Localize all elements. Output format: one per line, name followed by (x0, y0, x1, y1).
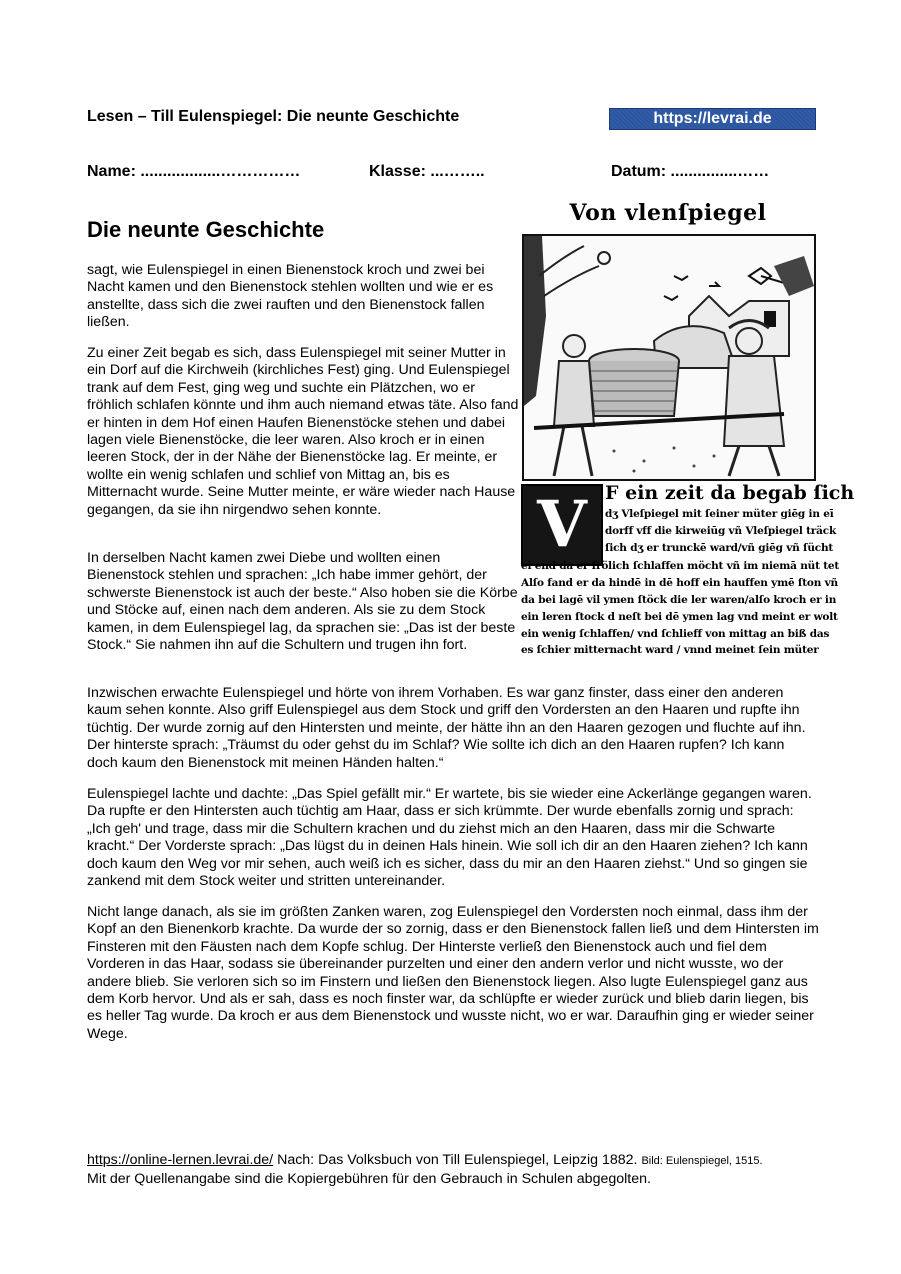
intro-paragraph (87, 262, 519, 332)
klasse-field: Klasse: ...…….. (369, 163, 485, 180)
paragraph-5-text: Nicht lange danach, als sie im größten Zanken waren, zog Eulenspiegel den Vordersten noch einmal, dass ihm der Kopf an den Bienenkorb krachte. Da wurde der so zornig, dass er den Bienenstock fallen ließ und dem Hintersten im Finsteren mit den Fäusten nach dem Kopfe schlug. Der Hinterste verließ den Bienenstock auch und fiel dem Vorderen in das Haar, sodass sie übereinander purzelten und einer den andern verlor und nicht wusste, wo der andere blieb. Sie verloren sich so im Finstern und ließen den Bienenstock liegen. Also lugte Eulenspiegel ganz aus dem Korb hervor. Und als er sah, dass es noch finster war, da schlüpfte er wieder zurück und blieb darin liegen, bis es heller Tag wurde. Da kroch er aus dem Bienenstock und wusste nicht, wo er war. Daraufhin ging er wieder seiner Wege. (87, 904, 819, 1042)
copyright-note: Mit der Quellenangabe sind die Kopiergebühren für den Gebrauch in Schulen abgegolten. (87, 1171, 651, 1187)
woodcut-title: Von vlenſpiegel (569, 200, 767, 226)
blackletter-line: dorff vff die kirweiūg vñ Vleſpiegel träck (605, 525, 837, 537)
worksheet-title: Lesen – Till Eulenspiegel: Die neunte Geschichte (87, 108, 460, 125)
blackletter-line: da bei lagē vil ymen ſtöck die ler waren/alſo kroch er in (521, 594, 837, 606)
datum-field: Datum: ...............…… (611, 163, 770, 180)
blackletter-text-block (519, 482, 855, 656)
blackletter-line: ein leren ſtock d neſt bei dē ymen lag vnd meint er wolt (521, 611, 838, 623)
decorated-initial: V (521, 484, 603, 566)
blackletter-first-line: F ein zeit da begab ſich (605, 482, 855, 504)
levrai-url-badge[interactable]: https://levrai.de (609, 108, 816, 130)
online-lernen-link[interactable]: https://online-lernen.levrai.de/ (87, 1152, 274, 1168)
blackletter-line: ſich dʒ er trunckē ward/vñ giēg vñ ſücht (605, 542, 834, 554)
woodcut-illustration (519, 200, 855, 656)
paragraph-3-text: Inzwischen erwachte Eulenspiegel und hörte von ihrem Vorhaben. Es war ganz finster, dass einer den anderen kaum sehen konnte. Also griff Eulenspiegel aus dem Stock und griff den Vordersten an den Haaren und rupfte ihn tüchtig. Der wurde zornig auf den Hintersten und meinte, der hätte ihn an den Haaren gezogen und fluchte auf ihn. Der hinterste sprach: „Träumst du oder gehst du im Schlaf? Wie sollte ich dich an den Haaren rupfen? Ich kann doch kaum den Bienenstock mit meinen Händen halten.“ (87, 685, 806, 771)
image-credit: Bild: Eulenspiegel, 1515. (641, 1155, 763, 1167)
paragraph-2 (87, 550, 519, 654)
blackletter-line: dʒ Vleſpiegel mit ſeiner müter giēg in eī (605, 508, 834, 520)
beehive-thieves-drawing (524, 236, 814, 479)
name-field: Name: ..................…………… (87, 163, 301, 180)
story-heading: Die neunte Geschichte (87, 217, 325, 242)
blackletter-line: Alſo fand er da hindē in dē hoff ein hauffen ymē ſton vñ (521, 577, 838, 589)
paragraph-1-text: Zu einer Zeit begab es sich, dass Eulenspiegel mit seiner Mutter in ein Dorf auf die Kirchweih (kirchliches Fest) ging. Und Eulenspiegel trank auf dem Fest, ging weg und suchte ein Plätzchen, wo er fröhlich schlafen könnte und ihm auch niemand etwas täte. Also fand er hinten in dem Hof einen Haufen Bienenstöcke stehen und dabei lagen viele Bienenstöcke, die leer waren. Also kroch er in einen leeren Stock, der in der Nähe der Bienenstöcke lag. Er meinte, er wollte ein wenig schlafen und schlief von Mittag an, bis es Mitternacht wurde. Seine Mutter meinte, er wäre wieder nach Hause gegangen, da sie ihn nirgendwo sehen konnte. (87, 345, 519, 518)
paragraph-3 (87, 685, 819, 772)
paragraph-4-text: Eulenspiegel lachte und dachte: „Das Spiel gefällt mir.“ Er wartete, bis sie wieder eine Ackerlänge gegangen waren. Da rupfte er den Hintersten auch tüchtig am Haar, dass er sich krümmte. Der wurde ebenfalls zornig und sprach: „Ich geh' und trage, dass mir die Schultern krachen und du ziehst mich an den Haaren, dass mir die Schwarte kracht.“ Der Vorderste sprach: „Das lügst du in deinen Hals hinein. Wie soll ich dir an den Haaren ziehen? Ich kann doch kaum den Weg vor mir sehen, auch weiß ich es sicher, dass du mir an den Haaren ziehst.“ Und so gingen sie zankend mit dem Stock weiter und stritten untereinander. (87, 786, 812, 890)
paragraph-4 (87, 786, 819, 890)
paragraph-2-text: In derselben Nacht kamen zwei Diebe und wollten einen Bienenstock stehlen und sprachen: „Ich habe immer gehört, der schwerste Bienenstock ist auch der beste.“ Also hoben sie die Körbe und Stöcke auf, einen nach dem anderen. Als sie zu dem Stock kamen, in dem Eulenspiegel lag, da sprachen sie: „Das ist der beste Stock.“ Sie nahmen ihn auf die Schultern und trugen ihn fort. (87, 550, 518, 654)
blackletter-line: eī end da er frölich ſchlaffen möcht vñ im niemā nüt tet (521, 560, 839, 572)
source-line (87, 1151, 827, 1170)
intro-text: sagt, wie Eulenspiegel in einen Bienenstock kroch und zwei bei Nacht kamen und den Bienenstock stehlen wollten und wie er es anstellte, dass sich die zwei rauften und den Bienenstock fallen ließen. (87, 262, 494, 331)
blackletter-line: es ſchier mitternacht ward / vnnd meinet ſein müter (521, 644, 819, 656)
paragraph-5 (87, 904, 819, 1043)
source-footer (87, 1151, 827, 1188)
blackletter-line: ein wenig ſchlaffen/ vnd ſchlieff von mittag an biß das (521, 628, 830, 640)
paragraph-1 (87, 345, 519, 519)
source-text: Nach: Das Volksbuch von Till Eulenspiegel, Leipzig 1882. (273, 1152, 642, 1168)
woodcut-picture (522, 234, 816, 481)
